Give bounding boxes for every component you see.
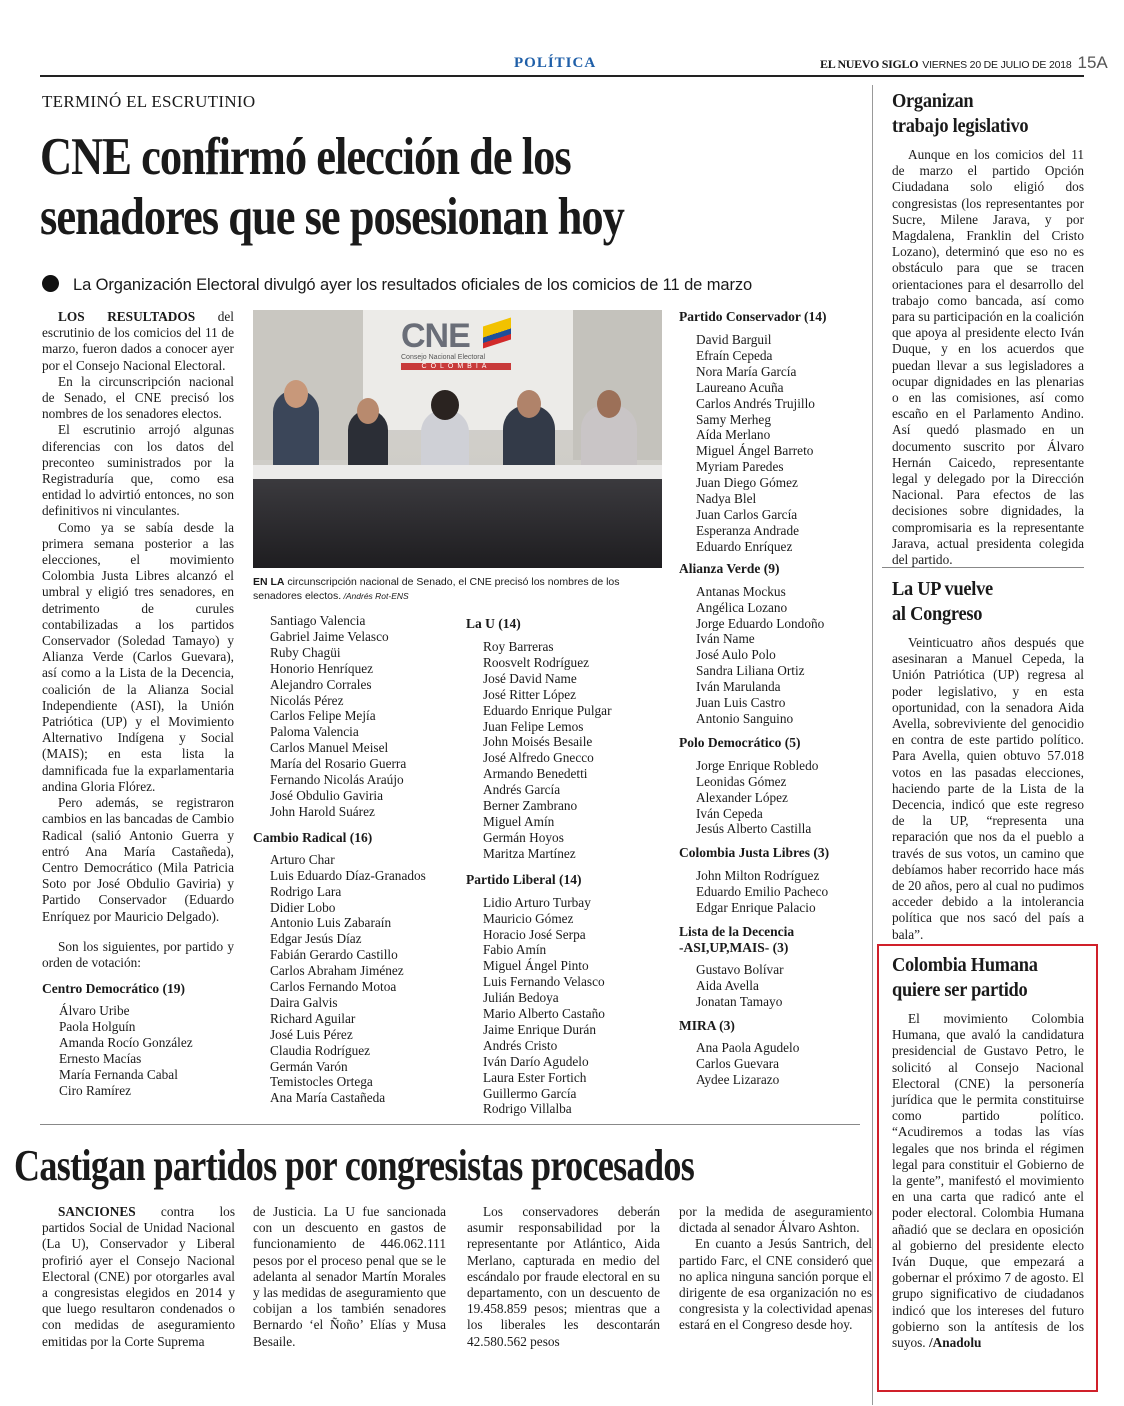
sidebar-title-line: Colombia Humana bbox=[892, 954, 1038, 976]
member-name: Mario Alberto Castaño bbox=[483, 1006, 605, 1022]
member-list bbox=[679, 584, 859, 727]
member-name: Nadya Blel bbox=[696, 491, 757, 507]
member-name: Gustavo Bolívar bbox=[696, 962, 784, 978]
party-heading: Cambio Radical (16) bbox=[253, 829, 373, 845]
member-name: Paloma Valencia bbox=[270, 724, 359, 740]
member-name: Arturo Char bbox=[270, 851, 335, 867]
member-name: Myriam Paredes bbox=[696, 459, 784, 475]
second-col2 bbox=[253, 1204, 446, 1350]
member-name: Laureano Acuña bbox=[696, 379, 784, 395]
cne-logo-country: COLOMBIA bbox=[401, 363, 511, 370]
paragraph-text: contra los partidos Social de Unidad Nacional (La U), Conservador y Liberal profirió ayer el Consejo Nacional Electoral (CNE) por otorgarles aval a congresistas elegidos en 2014 y que luego resultaron condenados o con medidas de aseguramiento emitidas por la Corte Suprema bbox=[42, 1204, 235, 1349]
paragraph: Pero además, se registraron cambios en las bancadas de Cambio Radical (salió Antonio Guerra y entró Ana María Castañeda), Centro Democrático (Mila Patricia Soto por José Obdulio Gaviria) y Partido Conservador (Eduardo Enríquez por Mauricio Delgado). bbox=[42, 795, 234, 924]
page-number: 15A bbox=[1077, 53, 1108, 72]
member-name: David Barguil bbox=[696, 332, 772, 347]
paragraph: de Justicia. La U fue sancionada con un descuento en gastos de funcionamiento de 446.062.111 pesos por el proceso penal que se le adelanta al senador Martín Morales y las medidas de aseguramiento que cobijan a los también senadores Bernardo ‘el Ñoño’ Elías y Musa Besaile. bbox=[253, 1204, 446, 1349]
member-name: John Moisés Besaile bbox=[483, 734, 593, 750]
sidebar-text bbox=[892, 635, 1084, 943]
member-name: Fabián Gerardo Castillo bbox=[270, 947, 398, 963]
member-name: Álvaro Uribe bbox=[59, 1003, 130, 1019]
member-name: Antanas Mockus bbox=[696, 583, 786, 599]
member-name: Berner Zambrano bbox=[483, 798, 578, 814]
member-name: Andrés García bbox=[483, 782, 561, 798]
member-name: Esperanza Andrade bbox=[696, 522, 799, 538]
cne-logo-text: CNE bbox=[401, 317, 470, 355]
member-name: Richard Aguilar bbox=[270, 1010, 356, 1026]
member-name: Germán Varón bbox=[270, 1058, 348, 1074]
news-photo bbox=[253, 310, 662, 568]
member-name: Claudia Rodríguez bbox=[270, 1042, 371, 1058]
sidebar-divider bbox=[872, 85, 873, 1405]
sidebar-text bbox=[892, 147, 1084, 568]
party-heading bbox=[679, 924, 859, 956]
party-heading: Alianza Verde (9) bbox=[679, 560, 780, 576]
member-name: Juan Carlos García bbox=[696, 506, 798, 522]
section-label: POLÍTICA bbox=[514, 55, 597, 71]
section-divider bbox=[40, 1124, 860, 1125]
paragraph: Son los siguientes, por partido y orden de votación: bbox=[42, 938, 234, 970]
member-name: Ana Paola Agudelo bbox=[696, 1039, 800, 1055]
member-name: Ruby Chagüi bbox=[270, 644, 341, 660]
member-name: Sandra Liliana Ortiz bbox=[696, 663, 805, 679]
member-name: Antonio Luis Zabaraín bbox=[270, 915, 392, 931]
member-name: Leonidas Gómez bbox=[696, 773, 787, 789]
member-list bbox=[679, 332, 859, 555]
list-col4 bbox=[679, 309, 859, 1088]
paper-name: EL NUEVO SIGLO bbox=[820, 57, 919, 71]
member-name: Iván Darío Agudelo bbox=[483, 1053, 589, 1069]
header-rule bbox=[40, 75, 1084, 77]
lead-caps: SANCIONES bbox=[58, 1204, 136, 1219]
member-name: María Fernanda Cabal bbox=[59, 1066, 178, 1082]
member-name: Guillermo García bbox=[483, 1085, 577, 1101]
sidebar-title bbox=[892, 89, 1069, 139]
list-col2 bbox=[253, 613, 453, 1106]
member-name: Antonio Sanguino bbox=[696, 710, 794, 726]
member-name: Iván Name bbox=[696, 631, 755, 647]
member-name: Maritza Martínez bbox=[483, 845, 576, 861]
person-figure bbox=[517, 390, 541, 418]
kicker: TERMINÓ EL ESCRUTINIO bbox=[42, 92, 256, 111]
sidebar-rule bbox=[882, 567, 1084, 568]
member-list bbox=[679, 758, 859, 838]
member-name: José David Name bbox=[483, 670, 577, 686]
member-name: Horacio José Serpa bbox=[483, 926, 586, 942]
paragraph: Aunque en los comicios del 11 de marzo el partido Opción Ciudadana solo eligió dos congresistas (los representantes por Sucre, Milene Jarava, y por Magdalena, Franklin del Cristo Lozano), determinó que eso no es obstáculo para que se tracen orientaciones para el desarrollo del trabajo como bancada, así como para su participación en la coalición que apoya al presidente electo Iván Duque, y en los acuerdos que puedan llevar a sus legisladores a ocupar dignidades en las plenarias o en las comisiones, así como escaño en el Parlamento Andino. Así quedó plasmado en un documento suscrito por Álvaro Hernán Caicedo, representante legal y delegado por la Dirección Nacional. Para efectos de las decisiones sobre dignidades, la compromisaria es la representante Jarava, actual presidenta colegida del partido. bbox=[892, 147, 1084, 568]
lead-caps: LOS RESULTADOS bbox=[58, 309, 196, 324]
member-name: Ana María Castañeda bbox=[270, 1090, 386, 1106]
sidebar-title-line: La UP vuelve bbox=[892, 578, 993, 600]
list-col3 bbox=[466, 612, 666, 1117]
member-list bbox=[466, 895, 666, 1118]
member-name: Iván Marulanda bbox=[696, 679, 781, 695]
sidebar-title-line: quiere ser partido bbox=[892, 979, 1028, 1001]
member-name: Daira Galvis bbox=[270, 994, 338, 1010]
paragraph: En cuanto a Jesús Santrich, del partido Farc, el CNE consideró que no aplica ninguna sanción porque el dirigente de esa organización no es congresista y la colectividad apenas estará en el Congreso desde hoy. bbox=[679, 1236, 872, 1333]
member-name: John Harold Suárez bbox=[270, 803, 375, 819]
member-name: Roy Barreras bbox=[483, 639, 554, 654]
conference-table-skirt bbox=[253, 479, 662, 568]
person-figure bbox=[597, 390, 621, 418]
credit: /Anadolu bbox=[925, 1335, 982, 1351]
member-list bbox=[679, 962, 859, 1010]
member-name: Laura Ester Fortich bbox=[483, 1069, 587, 1085]
member-name: Armando Benedetti bbox=[483, 766, 588, 782]
member-name: José Obdulio Gaviria bbox=[270, 787, 384, 803]
member-name: Samy Merheg bbox=[696, 411, 771, 427]
member-name: Edgar Jesús Díaz bbox=[270, 931, 362, 947]
member-name: Germán Hoyos bbox=[483, 829, 564, 845]
member-name: Aída Merlano bbox=[696, 427, 771, 443]
sidebar-title bbox=[892, 953, 1069, 1003]
member-name: Roosvelt Rodríguez bbox=[483, 654, 589, 670]
party-heading: MIRA (3) bbox=[679, 1017, 735, 1033]
sidebar-title-line: al Congreso bbox=[892, 603, 983, 625]
member-name: Rodrigo Villalba bbox=[483, 1101, 572, 1117]
folio bbox=[820, 53, 1108, 73]
main-body-col1 bbox=[42, 309, 234, 1099]
person-figure bbox=[357, 398, 379, 424]
member-name: Honorio Henríquez bbox=[270, 660, 374, 676]
member-name: Jorge Enrique Robledo bbox=[696, 757, 819, 773]
issue-date: VIERNES 20 DE JULIO DE 2018 bbox=[922, 59, 1072, 71]
member-name: José Luis Pérez bbox=[270, 1026, 353, 1042]
party-heading: Polo Democrático (5) bbox=[679, 734, 801, 750]
party-heading: La U (14) bbox=[466, 616, 521, 631]
caption-text: circunscripción nacional de Senado, el CNE precisó los nombres de los senadores electos. bbox=[253, 576, 620, 602]
party-heading: Partido Liberal (14) bbox=[466, 871, 582, 887]
member-name: Jorge Eduardo Londoño bbox=[696, 615, 825, 631]
party-heading-line: Lista de la Decencia bbox=[679, 924, 795, 940]
subhead-text: La Organización Electoral divulgó ayer los resultados oficiales de los comicios de 11 de marzo bbox=[73, 276, 753, 294]
sidebar-story-2 bbox=[892, 577, 1084, 943]
member-name: Alejandro Corrales bbox=[270, 676, 372, 692]
member-list bbox=[466, 639, 666, 862]
member-name: Carlos Abraham Jiménez bbox=[270, 963, 404, 979]
member-name: Ciro Ramírez bbox=[59, 1082, 132, 1098]
party-heading: Colombia Justa Libres (3) bbox=[679, 845, 830, 861]
member-name: Carlos Felipe Mejía bbox=[270, 708, 376, 724]
member-name: Nicolás Pérez bbox=[270, 692, 344, 708]
photo-credit: /Andrés Rot-ENS bbox=[341, 591, 409, 601]
member-name: Julián Bedoya bbox=[483, 990, 559, 1006]
member-name: Luis Eduardo Díaz-Granados bbox=[270, 867, 426, 883]
party-heading: Centro Democrático (19) bbox=[42, 981, 185, 997]
paragraph bbox=[892, 1011, 1084, 1351]
sidebar-title bbox=[892, 577, 1069, 627]
member-name: Temistocles Ortega bbox=[270, 1074, 373, 1090]
sidebar-title-line: Organizan bbox=[892, 90, 974, 112]
second-col1 bbox=[42, 1204, 235, 1350]
member-name: Jesús Alberto Castilla bbox=[696, 821, 812, 837]
sidebar-text bbox=[892, 1011, 1084, 1351]
member-name: Mauricio Gómez bbox=[483, 910, 574, 926]
second-col3 bbox=[467, 1204, 660, 1350]
cne-logo-subtitle: Consejo Nacional Electoral bbox=[401, 354, 486, 361]
headline-line-2: senadores que se posesionan hoy bbox=[40, 188, 624, 246]
member-name: José Aulo Polo bbox=[696, 647, 776, 663]
member-name: María del Rosario Guerra bbox=[270, 756, 407, 772]
member-name: Alexander López bbox=[696, 789, 788, 805]
member-name: Aydee Lizarazo bbox=[696, 1071, 780, 1087]
member-name: Paola Holguín bbox=[59, 1019, 136, 1035]
member-name: Aida Avella bbox=[696, 978, 759, 993]
member-name: Juan Felipe Lemos bbox=[483, 718, 584, 734]
member-name: Miguel Ángel Barreto bbox=[696, 443, 814, 459]
member-name: Santiago Valencia bbox=[270, 613, 366, 628]
member-name: Fernando Nicolás Araújo bbox=[270, 772, 404, 788]
paragraph-text: El movimiento Colombia Humana, que avaló la candidatura presidencial de Gustavo Petro, le solicitó al Consejo Nacional Electoral (CNE) la personería jurídica que le permita constituirse como partido político. “Acudiremos a todas las vías legales que nos brinda el régimen legal para constituir el Gobierno de la gente”, manifestó el movimiento en una carta que radicó ante el poder electoral. Colombia Humana añadió que se declara en oposición al gobierno del presidente electo Iván Duque, que empezará a gobernar el próximo 7 de agosto. El grupo significativo de ciudadanos indicó que los intereses del futuro gobierno son la antítesis de los suyos. bbox=[892, 1011, 1084, 1351]
member-name: Eduardo Enrique Pulgar bbox=[483, 702, 612, 718]
person-figure bbox=[431, 390, 459, 420]
member-name: Efraín Cepeda bbox=[696, 347, 773, 363]
member-name: Juan Luis Castro bbox=[696, 695, 786, 711]
member-name: Angélica Lozano bbox=[696, 599, 788, 615]
member-list bbox=[679, 1040, 859, 1088]
member-list bbox=[253, 852, 453, 1107]
caption-caps: EN LA bbox=[253, 576, 285, 588]
member-name: Carlos Fernando Motoa bbox=[270, 979, 397, 995]
member-name: Eduardo Enríquez bbox=[696, 538, 793, 554]
party-heading: Partido Conservador (14) bbox=[679, 309, 827, 324]
subhead bbox=[42, 275, 752, 295]
paragraph: Veinticuatro años después que asesinaran a Manuel Cepeda, la Unión Patriótica (UP) regresa al poder legislativo, y en esta oportunidad, con la senadora Aida Avella, sobreviviente del genocidio en contra de este partido político. Para Avella, quien obtuvo 57.018 votos en las pasadas elecciones, haciendo parte de la Lista de la Decencia, indicó que este regreso de la UP, “representa una reparación que nos da el pueblo a través de sus votos, un camino que debíamos haber recorrido hace más de 20 años, pero al cual no pudimos acceder debido a la intolerancia política que nos sacó del país a bala”. bbox=[892, 635, 1084, 942]
member-name: Miguel Amín bbox=[483, 813, 555, 829]
member-list bbox=[253, 613, 453, 820]
photo-caption bbox=[253, 575, 662, 603]
paragraph-text: del escrutinio de los comicios del 11 de marzo, fueron dados a conocer ayer por el Consejo Nacional Electoral. bbox=[42, 309, 234, 373]
paragraph: Los conservadores deberán asumir responsabilidad por la representante por Atlántico, Aida Merlano, capturada en medio del escándalo por fraude electoral en su departamento, con un descuento de 19.458.859 pesos; mientras que a los liberales les descontarán 42.580.562 pesos bbox=[467, 1204, 660, 1349]
member-name: Carlos Guevara bbox=[696, 1055, 780, 1071]
member-name: Miguel Ángel Pinto bbox=[483, 958, 589, 974]
member-name: Ernesto Macías bbox=[59, 1050, 142, 1066]
party-heading-line: -ASI,UP,MAIS- (3) bbox=[679, 940, 789, 956]
member-name: Jaime Enrique Durán bbox=[483, 1021, 596, 1037]
member-name: Juan Diego Gómez bbox=[696, 475, 798, 491]
member-list bbox=[679, 868, 859, 916]
second-col4 bbox=[679, 1204, 872, 1334]
headline-line-1: CNE confirmó elección de los bbox=[40, 128, 571, 186]
member-name: Andrés Cristo bbox=[483, 1037, 558, 1053]
member-name: Rodrigo Lara bbox=[270, 883, 342, 899]
member-name: Lidio Arturo Turbay bbox=[483, 894, 591, 910]
member-name: Eduardo Emilio Pacheco bbox=[696, 884, 829, 900]
member-name: Gabriel Jaime Velasco bbox=[270, 628, 389, 644]
paragraph: por la medida de aseguramiento dictada al senador Álvaro Ashton. bbox=[679, 1204, 872, 1236]
conference-table bbox=[253, 465, 662, 479]
member-name: Carlos Manuel Meisel bbox=[270, 740, 389, 756]
member-name: Luis Fernando Velasco bbox=[483, 974, 605, 990]
member-name: Amanda Rocío González bbox=[59, 1034, 193, 1050]
member-name: Didier Lobo bbox=[270, 899, 336, 915]
member-name: Iván Cepeda bbox=[696, 805, 763, 821]
member-name: Jonatan Tamayo bbox=[696, 993, 783, 1009]
member-name: Fabio Amín bbox=[483, 942, 547, 958]
bullet-icon bbox=[42, 275, 59, 292]
paragraph bbox=[42, 1204, 235, 1350]
member-list bbox=[42, 1003, 234, 1098]
paragraph bbox=[42, 309, 234, 374]
member-name: José Ritter López bbox=[483, 686, 577, 702]
member-name: Carlos Andrés Trujillo bbox=[696, 395, 815, 411]
member-name: John Milton Rodríguez bbox=[696, 868, 820, 884]
member-name: Edgar Enrique Palacio bbox=[696, 900, 816, 916]
paragraph: El escrutinio arrojó algunas diferencias con los datos del preconteo suministrados por la Registraduría que, como esa entidad lo advirtió entonces, no son definitivos ni vinculantes. bbox=[42, 422, 234, 519]
second-headline: Castigan partidos por congresistas procesados bbox=[14, 1141, 695, 1190]
person-figure bbox=[284, 380, 308, 408]
member-name: José Alfredo Gnecco bbox=[483, 750, 594, 766]
member-name: Nora María García bbox=[696, 363, 797, 379]
cne-logo bbox=[401, 318, 531, 370]
headline bbox=[40, 127, 624, 247]
sidebar-title-line: trabajo legislativo bbox=[892, 115, 1029, 137]
paragraph: Como ya se sabía desde la primera semana posterior a las elecciones, el movimiento Colombia Justa Libres alcanzó el umbral y eligió tres senadores, en detrimento de curules contabilizadas a los partidos Conservador (Soledad Tamayo) y Alianza Verde (Carlos Guevara), así como a la Lista de la Decencia, coalición de la Alianza Social Independiente (ASI), la Unión Patriótica (UP) y el Movimiento Alternativo Indígena y Social (MAIS); en esta lista la damnificada fue la exparlamentaria andina Gloria Flórez. bbox=[42, 519, 234, 794]
sidebar-story-1 bbox=[892, 89, 1084, 568]
sidebar-story-3 bbox=[892, 953, 1084, 1351]
paragraph: En la circunscripción nacional de Senado, el CNE precisó los nombres de los senadores electos. bbox=[42, 373, 234, 422]
